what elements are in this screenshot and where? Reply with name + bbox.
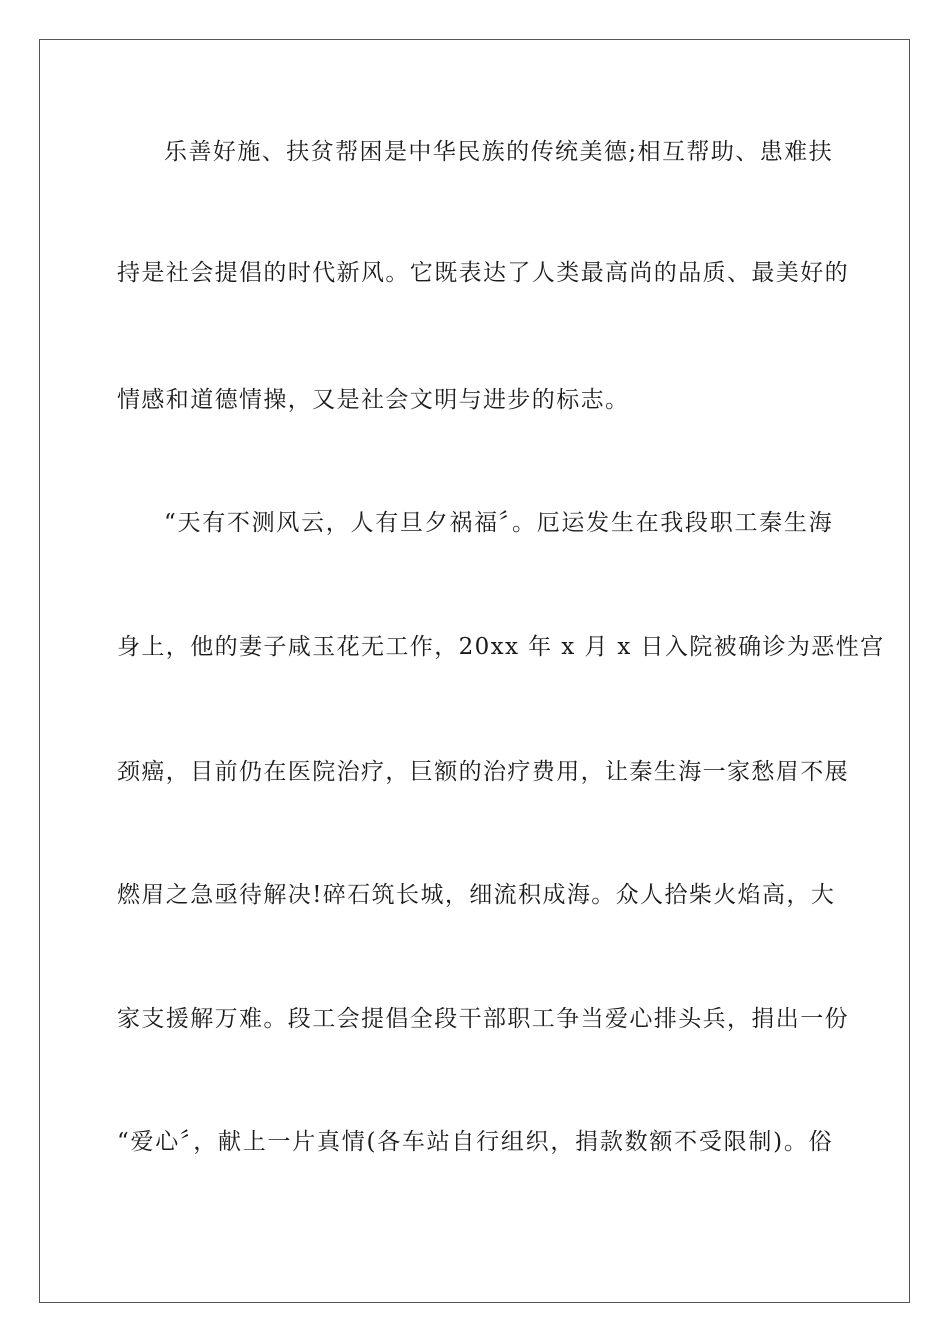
paragraph-2-line-5: 家支援解万难。段工会提倡全段干部职工争当爱心排头兵，捐出一份 xyxy=(117,1006,849,1032)
page-border xyxy=(39,39,910,1303)
paragraph-1-line-2: 持是社会提倡的时代新风。它既表达了人类最高尚的品质、最美好的 xyxy=(117,260,849,286)
paragraph-1-line-3: 情感和道德情操，又是社会文明与进步的标志。 xyxy=(117,387,630,413)
paragraph-2-line-1: “天有不测风云，人有旦夕祸福〞。厄运发生在我段职工秦生海 xyxy=(164,510,833,536)
paragraph-2-line-4: 燃眉之急亟待解决!碎石筑长城，细流积成海。众人拾柴火焰高，大 xyxy=(117,882,836,908)
paragraph-2-line-2: 身上，他的妻子咸玉花无工作，20xx 年 x 月 x 日入院被确诊为恶性宫 xyxy=(117,634,885,660)
paragraph-1-line-1: 乐善好施、扶贫帮困是中华民族的传统美德;相互帮助、患难扶 xyxy=(164,139,833,165)
paragraph-2-line-3: 颈癌，目前仍在医院治疗，巨额的治疗费用，让秦生海一家愁眉不展 xyxy=(117,759,849,785)
paragraph-2-line-6: “爱心〞，献上一片真情(各车站自行组织，捐款数额不受限制)。俗 xyxy=(117,1129,833,1155)
